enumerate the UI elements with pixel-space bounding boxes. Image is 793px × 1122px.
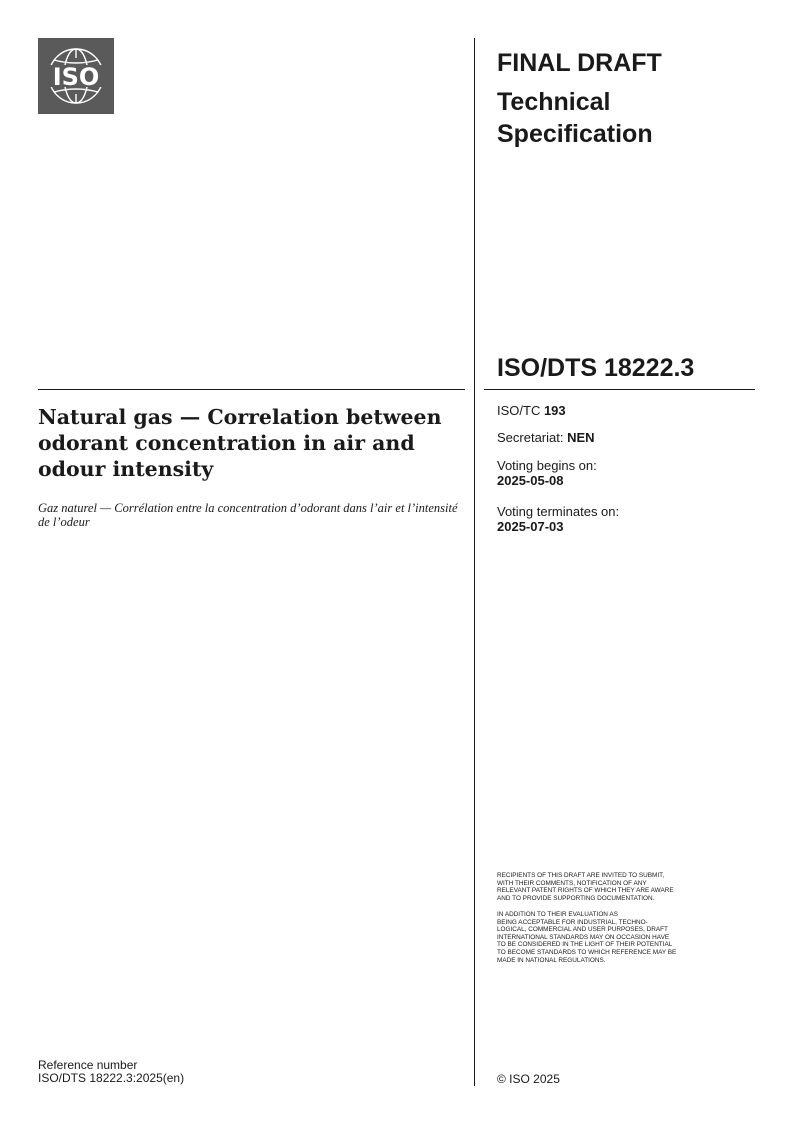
copyright-notice: © ISO 2025 (497, 1072, 560, 1086)
voting-terminates (497, 504, 619, 534)
technical-committee (497, 403, 566, 418)
secretariat (497, 430, 595, 445)
recipients-notice: RECIPIENTS OF THIS DRAFT ARE INVITED TO SUBMIT, WITH THEIR COMMENTS, NOTIFICATION OF ANY RELEVANT PATENT RIGHTS OF WHICH THEY ARE AWARE AND TO PROVIDE SUPPORTING DOCUMENTATION. (497, 872, 674, 902)
secretariat-value: NEN (567, 430, 595, 445)
horizontal-rule-left (38, 389, 465, 390)
logo-text: ISO (52, 63, 100, 91)
voting-begins-date: 2025-05-08 (497, 473, 564, 488)
document-title-french: Gaz naturel — Corrélation entre la concentration d’odorant dans l’air et l’intensité de l’odeur (38, 501, 458, 529)
evaluation-notice: IN ADDITION TO THEIR EVALUATION AS BEING ACCEPTABLE FOR INDUSTRIAL, TECHNO- LOGICAL, COMMERCIAL AND USER PURPOSES, DRAFT INTERNATIONAL STANDARDS MAY ON OCCASION HAVE TO BE CONSIDERED IN THE LIGHT OF THEIR POTENTIAL TO BECOME STANDARDS TO WHICH REFERENCE MAY BE MADE IN NATIONAL REGULATIONS. (497, 911, 677, 964)
reference-number-label: Reference number (38, 1058, 138, 1072)
voting-terminates-date: 2025-07-03 (497, 519, 564, 534)
tc-value: 193 (543, 403, 566, 418)
secretariat-label: Secretariat: (497, 430, 568, 445)
document-number: ISO/DTS 18222.3 (497, 354, 695, 382)
voting-begins (497, 458, 597, 488)
voting-begins-label: Voting begins on: (497, 458, 597, 473)
final-draft-label: FINAL DRAFT (497, 49, 662, 77)
horizontal-rule-right (484, 389, 755, 390)
iso-logo (38, 38, 114, 114)
vertical-divider (474, 38, 475, 1086)
reference-number: ISO/DTS 18222.3:2025(en) (38, 1071, 185, 1085)
tc-label: ISO/TC (497, 403, 544, 418)
voting-terminates-label: Voting terminates on: (497, 504, 620, 519)
globe-icon (38, 38, 114, 114)
document-title-english: Natural gas — Correlation between odorant concentration in air and odour intensity (38, 405, 442, 481)
document-type: Technical Specification (497, 88, 653, 148)
